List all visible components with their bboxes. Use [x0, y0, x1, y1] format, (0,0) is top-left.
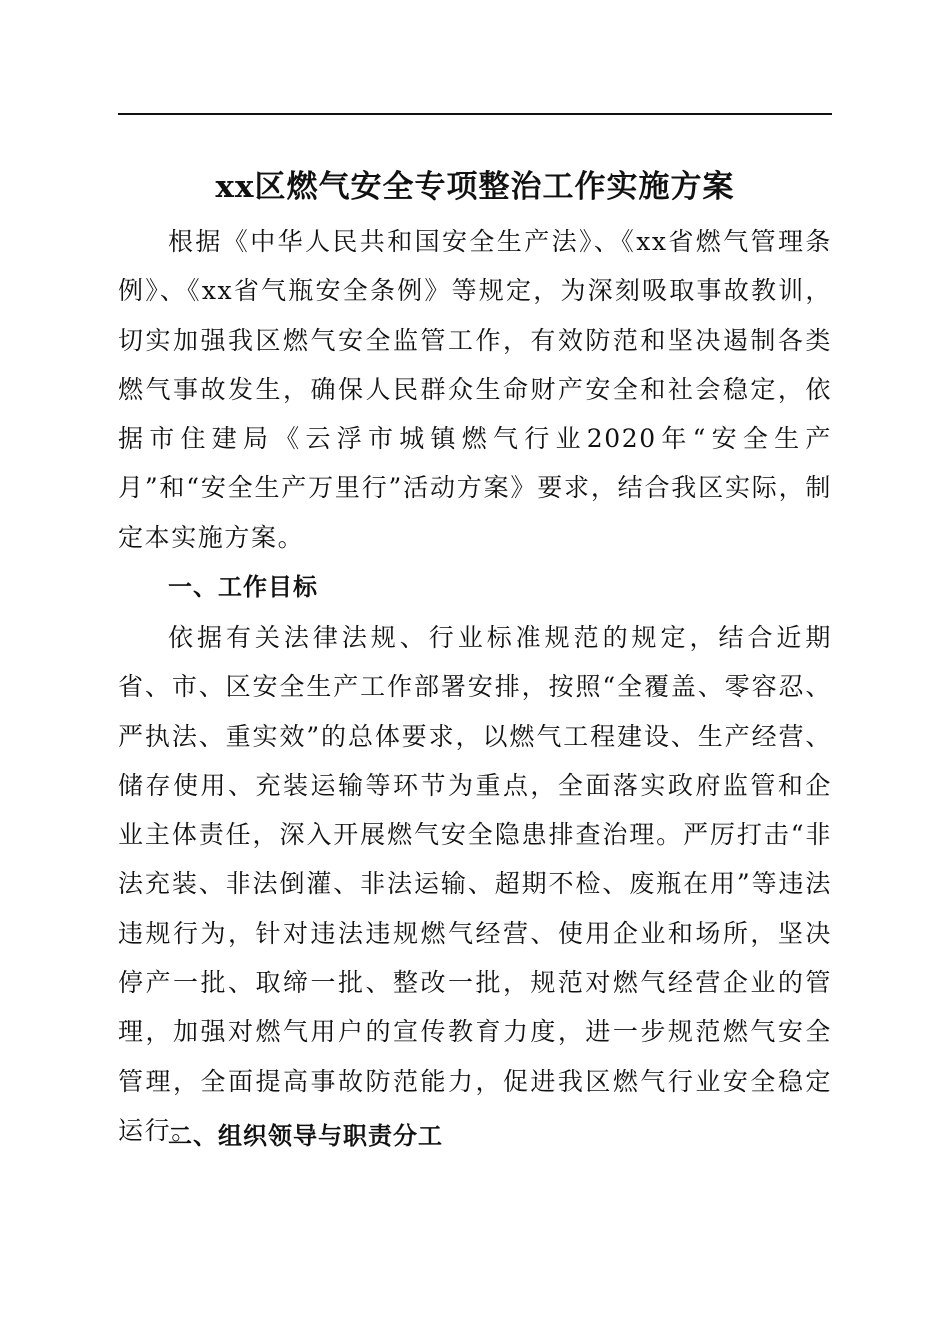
header-rule [118, 113, 832, 115]
intro-paragraph: 根据《中华人民共和国安全生产法》、《xx省燃气管理条例》、《xx省气瓶安全条例》等规定，为深刻吸取事故教训，切实加强我区燃气安全监管工作，有效防范和坚决遏制各类燃气事故发生，确保人民群众生命财产安全和社会稳定，依据市住建局《云浮市城镇燃气行业2020年“安全生产月”和“安全生产万里行”活动方案》要求，结合我区实际，制定本实施方案。 [118, 227, 832, 552]
section-heading-goals: 一、工作目标 [168, 573, 318, 601]
document-title: xx区燃气安全专项整治工作实施方案 [215, 169, 735, 205]
section-heading-organization: 二、组织领导与职责分工 [168, 1122, 443, 1150]
section-paragraph-goals: 依据有关法律法规、行业标准规范的规定，结合近期省、市、区安全生产工作部署安排，按照“全覆盖、零容忍、严执法、重实效”的总体要求，以燃气工程建设、生产经营、储存使用、充装运输等环节为重点，全面落实政府监管和企业主体责任，深入开展燃气安全隐患排查治理。严厉打击“非法充装、非法倒灌、非法运输、超期不检、废瓶在用”等违法违规行为，针对违法违规燃气经营、使用企业和场所，坚决停产一批、取缔一批、整改一批，规范对燃气经营企业的管理，加强对燃气用户的宣传教育力度，进一步规范燃气安全管理，全面提高事故防范能力，促进我区燃气行业安全稳定运行。 [118, 623, 832, 1145]
